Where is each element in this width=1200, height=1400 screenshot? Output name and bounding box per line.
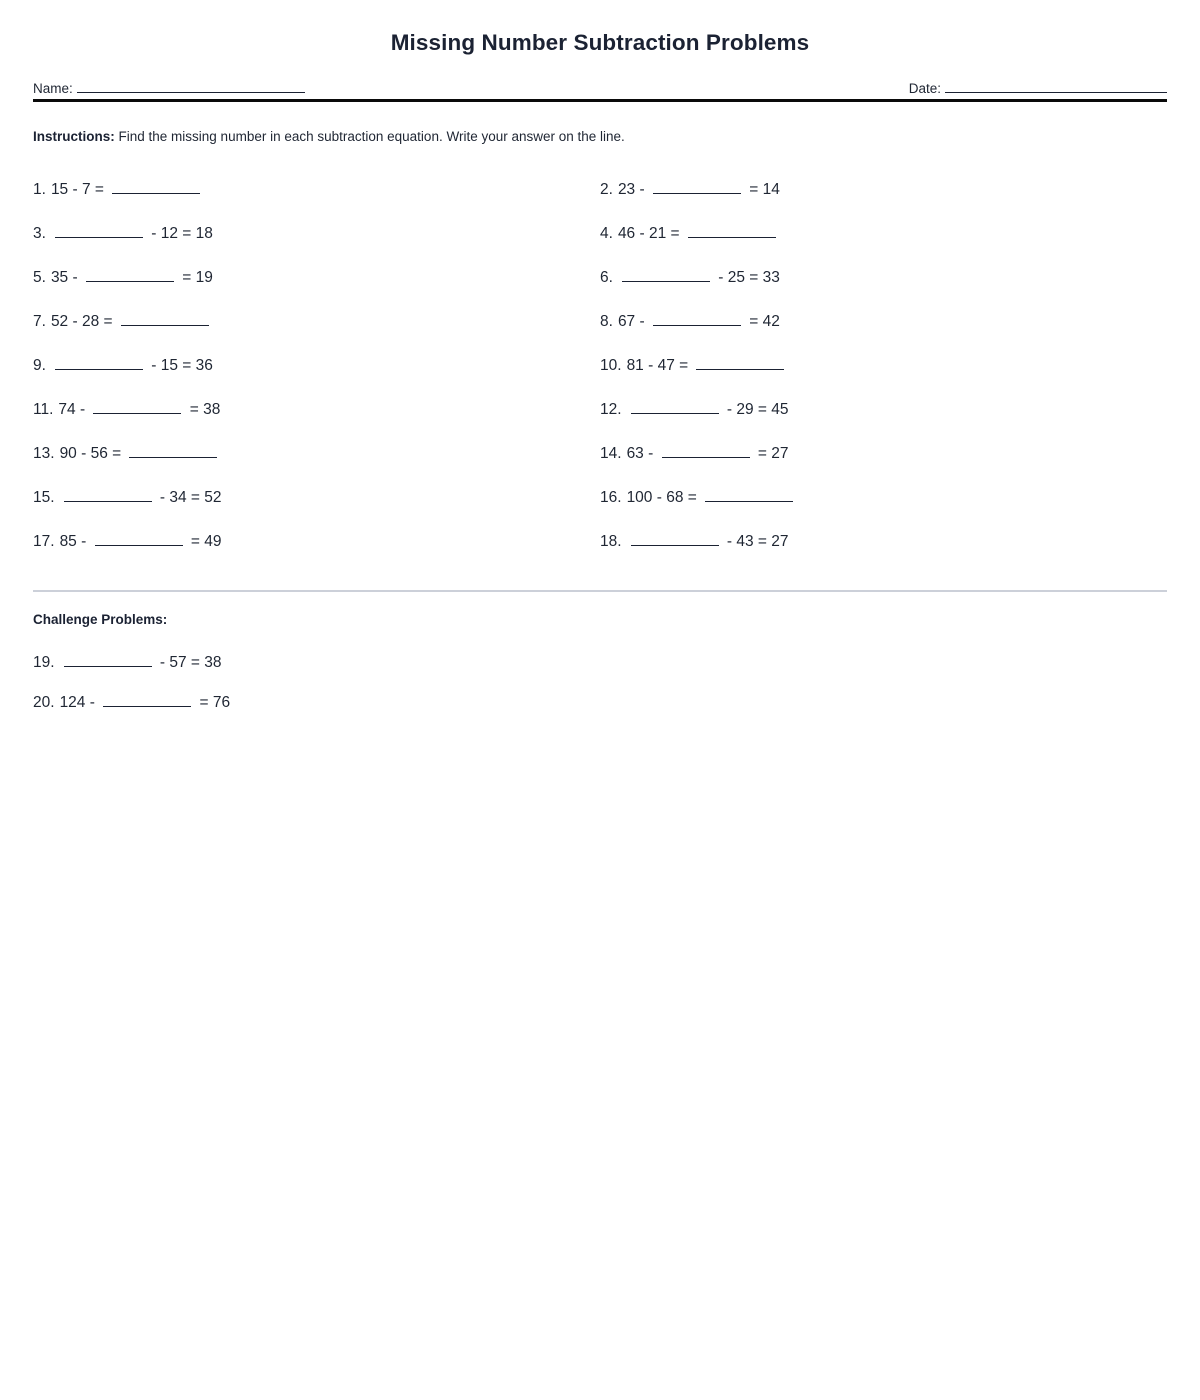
answer-blank[interactable] bbox=[86, 268, 174, 282]
problem-number: 17. bbox=[33, 533, 55, 551]
problem-number: 2. bbox=[600, 181, 613, 199]
answer-blank[interactable] bbox=[103, 693, 191, 707]
problem-expression-before: 90 - 56 = bbox=[59, 445, 126, 463]
date-label: Date: bbox=[908, 81, 941, 96]
problem-number: 3. bbox=[33, 225, 46, 243]
problem-expression-before: 74 - bbox=[58, 401, 90, 419]
name-date-row bbox=[33, 80, 1167, 102]
problem-number: 13. bbox=[33, 445, 55, 463]
problem-number: 8. bbox=[600, 313, 613, 331]
date-input-line[interactable] bbox=[945, 80, 1167, 93]
problem-number: 18. bbox=[600, 533, 622, 551]
answer-blank[interactable] bbox=[705, 488, 793, 502]
problem-number: 14. bbox=[600, 445, 622, 463]
problem-item bbox=[600, 312, 1167, 331]
problem-item bbox=[33, 400, 600, 419]
answer-blank[interactable] bbox=[631, 400, 719, 414]
problem-number: 9. bbox=[33, 357, 46, 375]
problem-expression-after: = 42 bbox=[744, 313, 780, 331]
answer-blank[interactable] bbox=[112, 180, 200, 194]
problem-number: 10. bbox=[600, 357, 622, 375]
problem-number: 6. bbox=[600, 269, 613, 287]
answer-blank[interactable] bbox=[121, 312, 209, 326]
problem-number: 5. bbox=[33, 269, 46, 287]
answer-blank[interactable] bbox=[653, 312, 741, 326]
instructions-label: Instructions: bbox=[33, 129, 115, 144]
name-field[interactable] bbox=[33, 80, 305, 96]
challenge-problem-row bbox=[33, 643, 1167, 683]
problem-expression-after: = 76 bbox=[195, 694, 231, 712]
problem-expression-after: - 15 = 36 bbox=[146, 357, 213, 375]
problem-item bbox=[600, 268, 1167, 287]
problem-expression-after: = 27 bbox=[753, 445, 789, 463]
date-field[interactable] bbox=[909, 80, 1167, 96]
answer-blank[interactable] bbox=[653, 180, 741, 194]
instructions bbox=[33, 128, 1167, 146]
problem-row bbox=[33, 212, 1167, 256]
problem-expression-before: 35 - bbox=[50, 269, 82, 287]
problem-row bbox=[33, 388, 1167, 432]
problem-expression-after: - 25 = 33 bbox=[713, 269, 780, 287]
problem-expression-before: 85 - bbox=[59, 533, 91, 551]
challenge-problem-row bbox=[33, 683, 1167, 723]
problem-number: 4. bbox=[600, 225, 613, 243]
problem-item bbox=[600, 488, 1167, 507]
problem-expression-before: 46 - 21 = bbox=[617, 225, 684, 243]
problem-item bbox=[600, 180, 1167, 199]
problem-expression-after: = 14 bbox=[744, 181, 780, 199]
page-title: Missing Number Subtraction Problems bbox=[390, 30, 810, 55]
answer-blank[interactable] bbox=[662, 444, 750, 458]
name-input-line[interactable] bbox=[77, 80, 305, 93]
answer-blank[interactable] bbox=[631, 532, 719, 546]
problem-row bbox=[33, 476, 1167, 520]
instructions-text: Find the missing number in each subtraction equation. Write your answer on the line. bbox=[114, 129, 625, 144]
problem-expression-before: 81 - 47 = bbox=[626, 357, 693, 375]
problem-item bbox=[33, 653, 613, 672]
problem-expression-after: - 34 = 52 bbox=[155, 489, 222, 507]
problem-item bbox=[33, 312, 600, 331]
problem-number: 7. bbox=[33, 313, 46, 331]
problem-number: 16. bbox=[600, 489, 622, 507]
problem-item bbox=[33, 444, 600, 463]
problem-expression-before: 124 - bbox=[59, 694, 100, 712]
answer-blank[interactable] bbox=[55, 224, 143, 238]
problem-expression-after: - 12 = 18 bbox=[146, 225, 213, 243]
problem-expression-before: 23 - bbox=[617, 181, 649, 199]
problem-item bbox=[600, 356, 1167, 375]
challenge-problem-list bbox=[33, 643, 1167, 723]
problem-expression-after: - 57 = 38 bbox=[155, 654, 222, 672]
problem-item bbox=[600, 224, 1167, 243]
problem-expression-after: = 19 bbox=[177, 269, 213, 287]
problem-number: 11. bbox=[33, 401, 54, 419]
name-label: Name: bbox=[33, 81, 73, 96]
problem-item bbox=[33, 356, 600, 375]
problem-row bbox=[33, 256, 1167, 300]
section-divider bbox=[33, 590, 1167, 592]
problem-item bbox=[33, 180, 600, 199]
problem-item bbox=[33, 224, 600, 243]
problem-number: 20. bbox=[33, 694, 55, 712]
problem-row bbox=[33, 520, 1167, 564]
problem-number: 12. bbox=[600, 401, 622, 419]
problem-expression-before: 63 - bbox=[626, 445, 658, 463]
problem-expression-before: 52 - 28 = bbox=[50, 313, 117, 331]
problem-expression-before: 15 - 7 = bbox=[50, 181, 109, 199]
problem-number: 15. bbox=[33, 489, 55, 507]
problem-row bbox=[33, 432, 1167, 476]
answer-blank[interactable] bbox=[93, 400, 181, 414]
problem-expression-after: = 38 bbox=[185, 401, 221, 419]
problem-grid bbox=[33, 168, 1167, 564]
answer-blank[interactable] bbox=[622, 268, 710, 282]
problem-row bbox=[33, 344, 1167, 388]
problem-item bbox=[600, 444, 1167, 463]
problem-expression-before: 100 - 68 = bbox=[626, 489, 702, 507]
answer-blank[interactable] bbox=[64, 488, 152, 502]
problem-number: 1. bbox=[33, 181, 46, 199]
problem-item bbox=[33, 693, 613, 712]
problem-expression-after: - 29 = 45 bbox=[722, 401, 789, 419]
problem-item bbox=[600, 532, 1167, 551]
problem-expression-before: 67 - bbox=[617, 313, 649, 331]
problem-item bbox=[33, 488, 600, 507]
problem-expression-after: = 49 bbox=[186, 533, 222, 551]
answer-blank[interactable] bbox=[64, 653, 152, 667]
answer-blank[interactable] bbox=[696, 356, 784, 370]
problem-item bbox=[33, 268, 600, 287]
answer-blank[interactable] bbox=[688, 224, 776, 238]
challenge-heading: Challenge Problems: bbox=[33, 611, 168, 627]
problem-row bbox=[33, 168, 1167, 212]
problem-item bbox=[33, 532, 600, 551]
answer-blank[interactable] bbox=[129, 444, 217, 458]
problem-number: 19. bbox=[33, 654, 55, 672]
problem-item bbox=[600, 400, 1167, 419]
answer-blank[interactable] bbox=[95, 532, 183, 546]
problem-expression-after: - 43 = 27 bbox=[722, 533, 789, 551]
answer-blank[interactable] bbox=[55, 356, 143, 370]
problem-row bbox=[33, 300, 1167, 344]
